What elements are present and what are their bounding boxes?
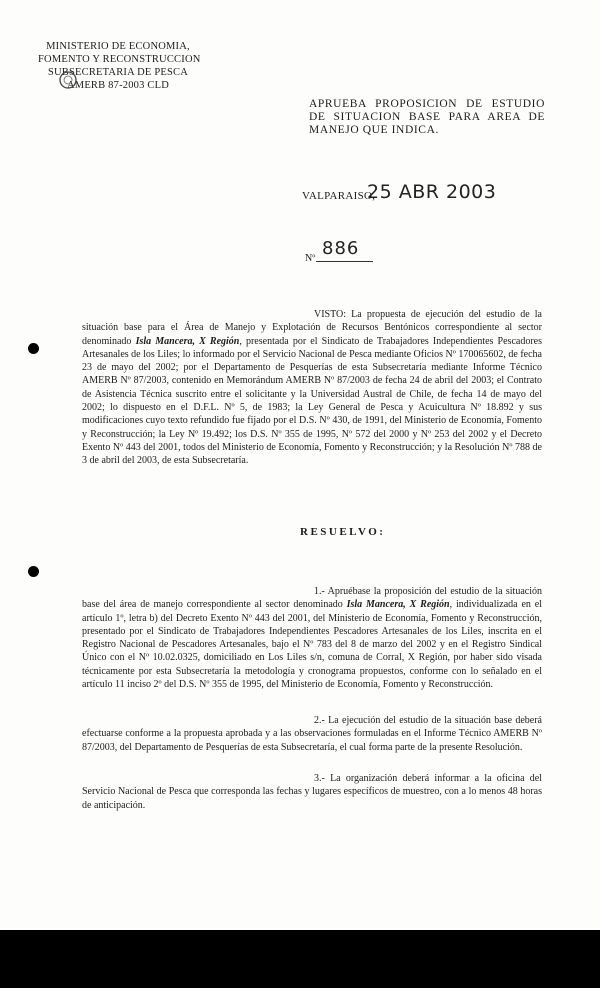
visto-paragraph [82,308,542,468]
punch-hole-bottom [28,566,39,577]
point-1-place-name: Isla Mancera, X Región [346,599,450,611]
visto-place-name: Isla Mancera, X Región [135,335,240,347]
resolution-number-label: Nº [305,253,316,264]
letterhead-reference: AMERB 87-2003 CLD [67,80,169,91]
issue-place: VALPARAISO, [302,190,376,202]
point-1-lead: 1.- Apruébase la proposición del estudio de la situación base del área de manejo correspondiente al sector denominado [82,586,542,611]
resolution-point-2: 2.- La ejecución del estudio de la situación base deberá efectuarse conforme a la propuesta aprobada y a las observaciones formuladas en el Informe Técnico AMERB Nº 87/2003, del Departamento de Pesquerías de esta Subsecretaría, el cual forma parte de la presente Resolución. [82,715,542,753]
resolution-point-1 [82,585,542,691]
punch-hole-top [28,343,39,354]
scan-border [0,930,600,988]
letterhead-ministry-2: FOMENTO Y RECONSTRUCCION [38,54,201,65]
stamp-seal-icon [58,70,78,90]
number-underline [316,261,373,262]
resolution-number: 886 [322,238,360,259]
resolution-subject: APRUEBA PROPOSICION DE ESTUDIO DE SITUACION BASE PARA AREA DE MANEJO QUE INDICA. [309,98,545,136]
letterhead-ministry: MINISTERIO DE ECONOMIA, [46,41,190,52]
issue-date-stamp: 25 ABR 2003 [367,181,497,203]
visto-rest: , presentada por el Sindicato de Trabajadores Independientes Pescadores Artesanales de los Liles; lo informado por el Servicio Nacional de Pesca mediante Oficios Nº 170065602, de fecha 23 de mayo del 2002; por el Departamento de Pesquerías de esta Subsecretaría mediante Informe Técnico AMERB Nº 87/2003, contenido en Memorándum AMERB Nº 87/2003 de fecha 24 de abril del 2003; el Contrato de Asistencia Técnica suscrito entre el solicitante y la Universidad Austral de Chile, de fecha 14 de mayo del 2002; lo dispuesto en el D.F.L. Nº 5, de 1983; la Ley General de Pesca y Acuicultura Nº 18.892 y sus modificaciones cuyo texto refundido fue fijado por el D.S. Nº 430, de 1991, del Ministerio de Economía, Fomento y Reconstrucción; la Ley Nº 19.492; los D.S. Nº 355 de 1995, Nº 572 del 2000 y Nº 253 del 2002 y el Decreto Exento Nº 443 del 2001, todos del Ministerio de Economía, Fomento y Reconstrucción; y la Resolución Nº 788 de 3 de abril del 2003, de esta Subsecretaría. [82,335,542,467]
letterhead-subsecretaria: SUBSECRETARIA DE PESCA [47,67,189,78]
resolution-point-3: 3.- La organización deberá informar a la oficina del Servicio Nacional de Pesca que corresponda las fechas y lugares específicos de muestreo, con a lo menos 48 horas de anticipación. [82,773,542,811]
point-1-rest: , individualizada en el artículo 1º, letra b) del Decreto Exento Nº 443 del 2001, del Ministerio de Economía, Fomento y Reconstrucción, presentado por el Sindicato de Trabajadores Independientes Pescadores Artesanales de los Liles, inscrita en el Registro Nacional de Pescadores Artesanales, bajo el Nº 783 del 8 de marzo del 2002 y en el Registro Sindical Único con el Nº 10.02.0325, domiciliado en Los Liles s/n, comuna de Corral, X Región, por haber sido visada técnicamente por esta Subsecretaría la metodología y cronograma propuestos, conforme con lo señalado en el artículo 11 inciso 2º del D.S. Nº 355 de 1995, del Ministerio de Economía, Fomento y Reconstrucción. [82,599,542,691]
visto-lead: VISTO: La propuesta de ejecución del estudio de la situación base para el Área de Manejo y Explotación de Recursos Bentónicos correspondiente al sector denominado [82,309,542,347]
resuelvo-heading: RESUELVO: [300,526,386,538]
